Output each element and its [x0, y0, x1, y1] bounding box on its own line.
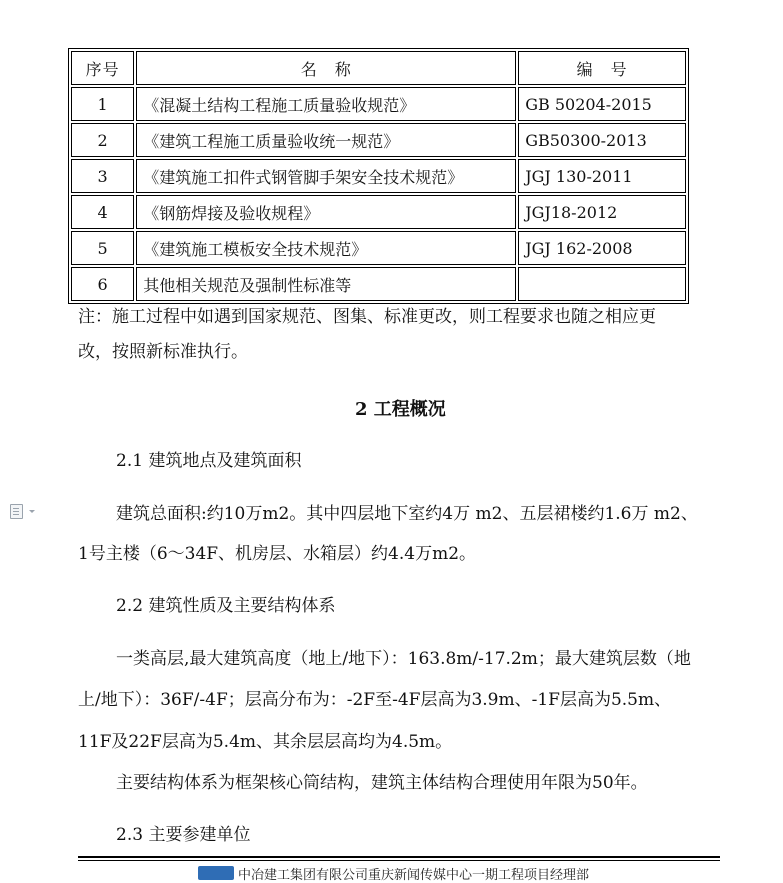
row-code: GB 50204-2015 — [518, 87, 686, 121]
header-name: 名 称 — [136, 51, 516, 85]
note-line-2: 改，按照新标准执行。 — [78, 342, 248, 362]
footer-rule — [78, 856, 720, 858]
row-code — [518, 267, 686, 301]
table-row — [71, 231, 686, 265]
header-code: 编 号 — [518, 51, 686, 85]
row-name: 《建筑施工模板安全技术规范》 — [136, 231, 516, 265]
section-2-1-title: 2.1 建筑地点及建筑面积 — [116, 451, 302, 471]
row-no: 3 — [71, 159, 134, 193]
row-name: 《建筑工程施工质量验收统一规范》 — [136, 123, 516, 157]
note-line-1: 注：施工过程中如遇到国家规范、图集、标准更改，则工程要求也随之相应更 — [78, 307, 656, 327]
standards-table — [68, 48, 689, 304]
row-code: JGJ 130-2011 — [518, 159, 686, 193]
row-code: JGJ 162-2008 — [518, 231, 686, 265]
row-name: 《钢筋焊接及验收规程》 — [136, 195, 516, 229]
row-name: 《混凝土结构工程施工质量验收规范》 — [136, 87, 516, 121]
header-no: 序号 — [71, 51, 134, 85]
table-row — [71, 123, 686, 157]
row-code: GB50300-2013 — [518, 123, 686, 157]
row-no: 4 — [71, 195, 134, 229]
row-name: 其他相关规范及强制性标准等 — [136, 267, 516, 301]
s22-paragraph-line-2: 上/地下）：36F/-4F；层高分布为：-2F至-4F层高为3.9m、-1F层高为5.5m、 — [78, 690, 672, 710]
section-2-3-title: 2.3 主要参建单位 — [116, 825, 251, 845]
section-2-2-title: 2.2 建筑性质及主要结构体系 — [116, 596, 336, 616]
row-no: 6 — [71, 267, 134, 301]
section-2-title: 2 工程概况 — [355, 399, 446, 420]
table-row — [71, 195, 686, 229]
table-row — [71, 87, 686, 121]
footer-rule-thin — [78, 860, 720, 861]
footer-text: 中冶建工集团有限公司重庆新闻传媒中心一期工程项目经理部 — [238, 868, 590, 883]
s22-paragraph-line-3: 11F及22F层高为5.4m、其余层层高均为4.5m。 — [78, 732, 453, 752]
s22-paragraph-line-1: 一类高层,最大建筑高度（地上/地下）：163.8m/-17.2m；最大建筑层数（地 — [116, 649, 691, 669]
s22-paragraph-line-4: 主要结构体系为框架核心筒结构，建筑主体结构合理使用年限为50年。 — [116, 773, 648, 793]
chevron-down-icon[interactable] — [29, 510, 35, 513]
document-icon[interactable] — [10, 504, 23, 519]
company-logo — [198, 866, 234, 880]
row-code: JGJ18-2012 — [518, 195, 686, 229]
s21-paragraph-line-1: 建筑总面积:约10万m2。其中四层地下室约4万 m2、五层裙楼约1.6万 m2、 — [116, 504, 698, 524]
row-no: 5 — [71, 231, 134, 265]
row-no: 1 — [71, 87, 134, 121]
row-name: 《建筑施工扣件式钢管脚手架安全技术规范》 — [136, 159, 516, 193]
table-row — [71, 159, 686, 193]
table-row — [71, 267, 686, 301]
s21-paragraph-line-2: 1号主楼（6～34F、机房层、水箱层）约4.4万m2。 — [78, 544, 477, 564]
row-no: 2 — [71, 123, 134, 157]
table-header-row — [71, 51, 686, 85]
